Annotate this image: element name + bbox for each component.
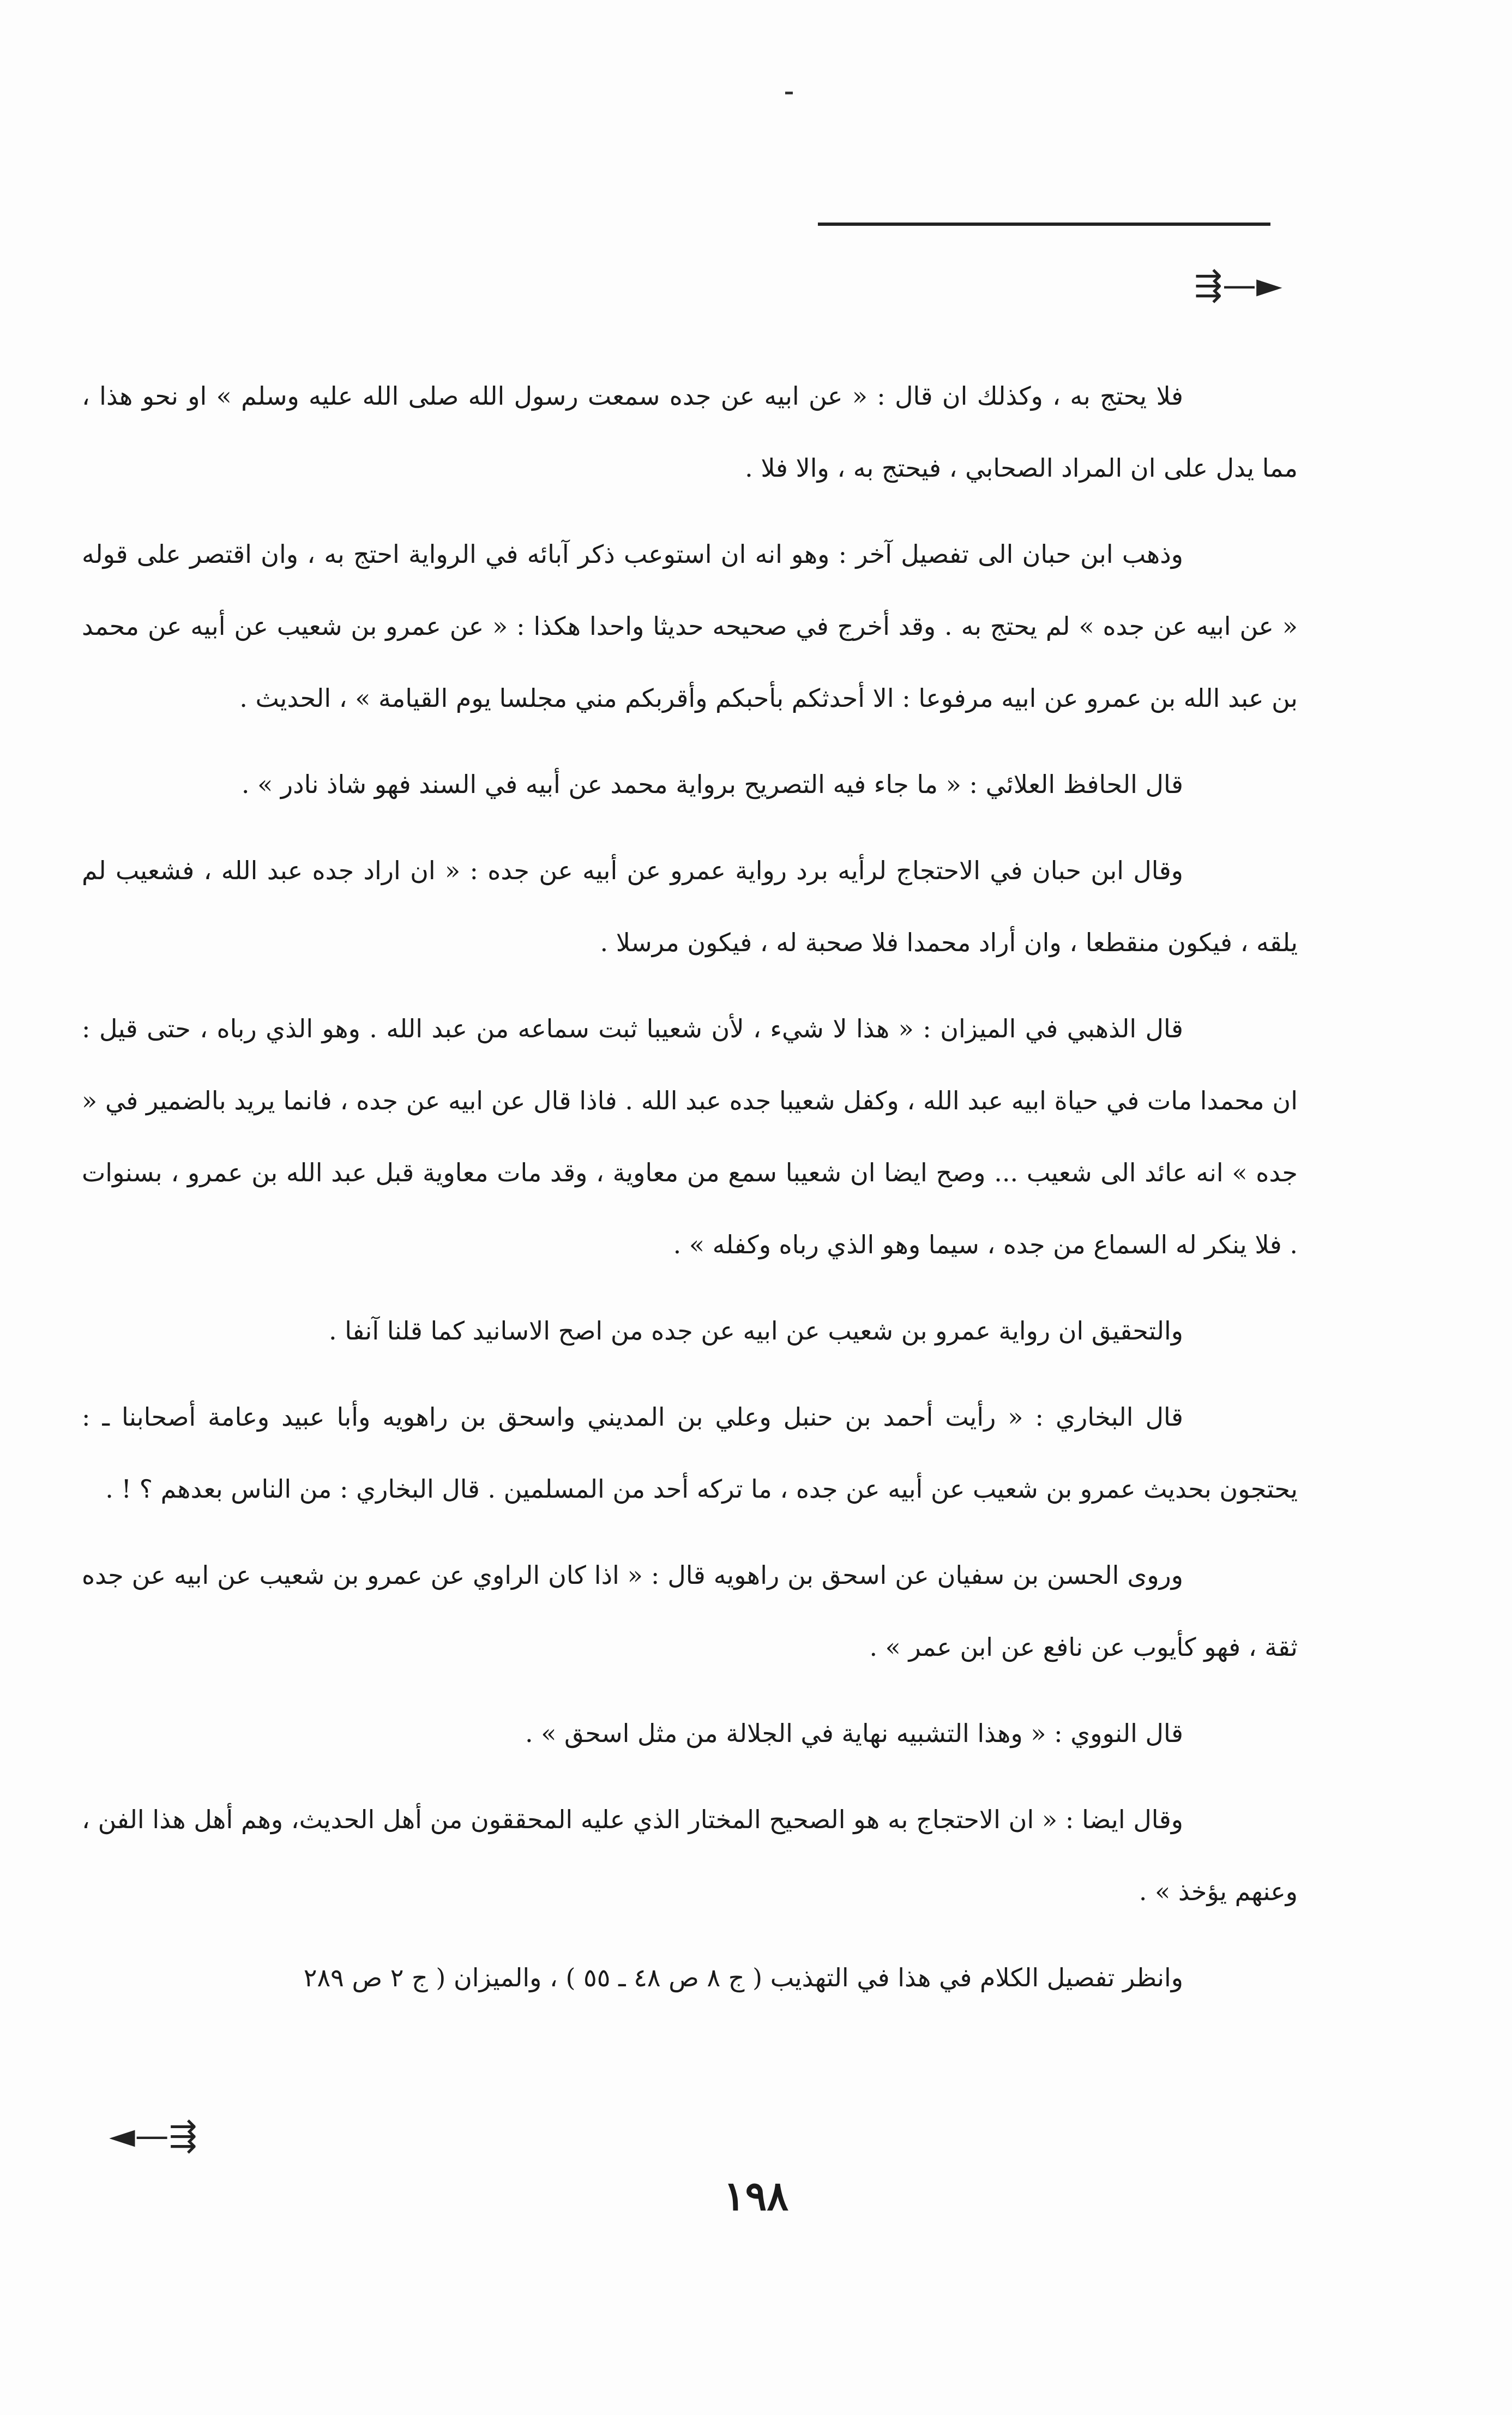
continuation-arrow-icon-bottom: ◄—⇶ (109, 2116, 197, 2155)
paragraph-4: وقال ابن حبان في الاحتجاج لرأيه برد رواية عمرو عن أبيه عن جده : « ان اراد جده عبد الله ، فشعيب لم يلقه ، فيكون منقطعا ، وان أراد محمدا فلا صحبة له ، فيكون مرسلا . (82, 856, 1298, 957)
paragraph-9: قال النووي : « وهذا التشبيه نهاية في الجلالة من مثل اسحق » . (525, 1719, 1183, 1748)
paragraph-2: وذهب ابن حبان الى تفصيل آخر : وهو انه ان استوعب ذكر آبائه في الرواية احتج به ، وان اقتصر على قوله « عن ابيه عن جده » لم يحتج به . وقد أخرج في صحيحه حديثا واحدا هكذا : « عن عمرو بن شعيب عن أبيه عن محمد بن عبد الله بن عمرو عن ابيه مرفوعا : الا أحدثكم بأحبكم وأقربكم مني مجلسا يوم القيامة » ، الحديث . (82, 539, 1298, 713)
paragraph-6: والتحقيق ان رواية عمرو بن شعيب عن ابيه عن جده من اصح الاسانيد كما قلنا آنفا . (329, 1316, 1183, 1345)
page-number: ١٩٨ (723, 2173, 789, 2220)
continuation-arrow-icon-top: ⇶—► (1194, 265, 1282, 305)
body-text (82, 360, 1298, 2028)
paragraph-3: قال الحافظ العلائي : « ما جاء فيه التصريح برواية محمد عن أبيه في السند فهو شاذ نادر » . (241, 770, 1183, 799)
paragraph-8: وروى الحسن بن سفيان عن اسحق بن راهويه قال : « اذا كان الراوي عن عمرو بن شعيب عن ابيه عن جده ثقة ، فهو كأيوب عن نافع عن ابن عمر » . (82, 1560, 1298, 1662)
paragraph-7: قال البخاري : « رأيت أحمد بن حنبل وعلي بن المديني واسحق بن راهويه وأبا عبيد وعامة أصحابنا ـ : يحتجون بحديث عمرو بن شعيب عن أبيه عن جده ، ما تركه أحد من المسلمين . قال البخاري : من الناس بعدهم ؟ ! . (82, 1402, 1298, 1504)
header-rule-line (818, 223, 1270, 226)
paragraph-10: وقال ايضا : « ان الاحتجاج به هو الصحيح المختار الذي عليه المحققون من أهل الحديث، وهم أهل هذا الفن ، وعنهم يؤخذ » . (82, 1805, 1298, 1906)
paragraph-5: قال الذهبي في الميزان : « هذا لا شيء ، لأن شعيبا ثبت سماعه من عبد الله . وهو الذي رباه ، حتى قيل : ان محمدا مات في حياة ابيه عبد الله ، وكفل شعيبا جده عبد الله . فاذا قال عن ابيه عن جده ، فانما يريد بالضمير في « جده » انه عائد الى شعيب ... وصح ايضا ان شعيبا سمع من معاوية ، وقد مات معاوية قبل عبد الله بن عمرو ، بسنوات . فلا ينكر له السماع من جده ، سيما وهو الذي رباه وكفله » . (82, 1014, 1298, 1259)
paragraph-11: وانظر تفصيل الكلام في هذا في التهذيب ( ج ٨ ص ٤٨ ـ ٥٥ ) ، والميزان ( ج ٢ ص ٢٨٩ (303, 1963, 1183, 1992)
paragraph-1: فلا يحتج به ، وكذلك ان قال : « عن ابيه عن جده سمعت رسول الله صلى الله عليه وسلم » او نحو هذا ، مما يدل على ان المراد الصحابي ، فيحتج به ، والا فلا . (82, 381, 1298, 483)
top-dash-mark (785, 92, 793, 94)
